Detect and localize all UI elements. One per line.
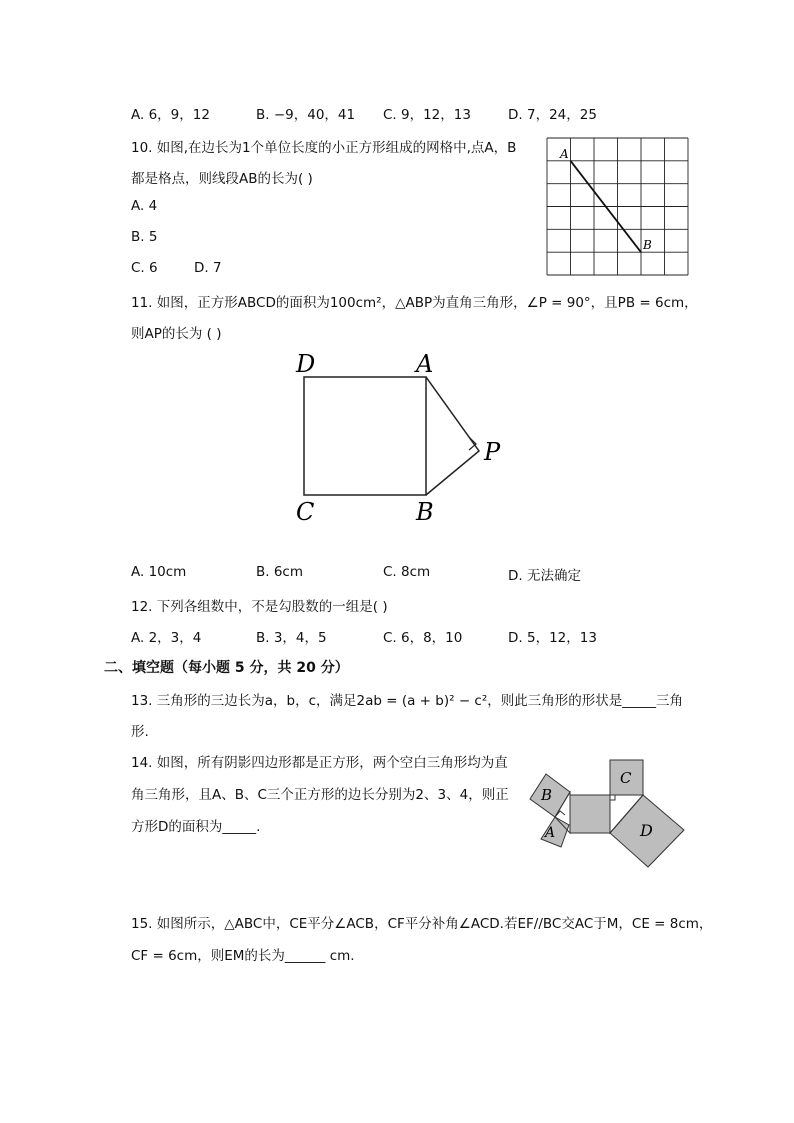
- square-abcd: [304, 377, 426, 495]
- q11-option-c: C. 8cm: [383, 564, 431, 580]
- point-b-label: B: [643, 238, 652, 252]
- right-angle-mark-right: [610, 795, 615, 800]
- vertex-c-label: C: [296, 498, 315, 526]
- vertex-b-label: B: [416, 498, 434, 526]
- point-a-label: A: [560, 147, 569, 161]
- vertex-a-label: A: [416, 350, 434, 378]
- q12-option-d: D. 5，12，13: [508, 630, 597, 646]
- q12-option-b: B. 3，4，5: [256, 630, 327, 646]
- q11-option-a: A. 10cm: [131, 564, 187, 580]
- q9-option-d: D. 7，24，25: [508, 107, 597, 123]
- square-d-label: D: [640, 821, 653, 840]
- vertex-p-label: P: [484, 438, 501, 466]
- q10-option-d: D. 7: [194, 260, 222, 276]
- square-b-label: B: [541, 786, 553, 804]
- q11-text-line1: 11. 如图，正方形ABCD的面积为100cm²，△ABP为直角三角形，∠P = 90°，且PB = 6cm，: [131, 295, 698, 311]
- q9-option-c: C. 9，12，13: [383, 107, 471, 123]
- q10-text-line2: 都是格点，则线段AB的长为( ): [131, 171, 313, 187]
- q10-grid-figure: [547, 138, 688, 275]
- q14-text-line3: 方形D的面积为_____.: [131, 819, 261, 835]
- square-c-label: C: [620, 769, 632, 787]
- q13-text-line1: 13. 三角形的三边长为a，b，c，满足2ab = (a + b)² − c²，则此三角形的形状是_____三角: [131, 693, 684, 709]
- middle-square: [570, 795, 610, 833]
- q10-option-c: C. 6: [131, 260, 158, 276]
- q11-square-figure: [290, 345, 520, 530]
- q11-option-d: D. 无法确定: [508, 568, 581, 584]
- triangle-abp: [426, 377, 479, 495]
- q13-text-line2: 形.: [131, 724, 149, 740]
- vertex-d-label: D: [296, 350, 316, 378]
- q9-option-b: B. −9，40，41: [256, 107, 356, 123]
- q10-text-line1: 10. 如图,在边长为1个单位长度的小正方形组成的网格中,点A，B: [131, 140, 517, 156]
- q14-squares-figure: [524, 757, 689, 869]
- q12-text: 12. 下列各组数中，不是勾股数的一组是( ): [131, 599, 388, 615]
- q10-option-b: B. 5: [131, 229, 158, 245]
- q14-text-line2: 角三角形，且A、B、C三个正方形的边长分别为2、3、4，则正: [131, 787, 509, 803]
- q12-option-a: A. 2，3，4: [131, 630, 202, 646]
- q15-text-line2: CF = 6cm，则EM的长为______ cm.: [131, 948, 355, 964]
- section-heading: 二、填空题（每小题 5 分，共 20 分）: [104, 660, 349, 676]
- q11-option-b: B. 6cm: [256, 564, 304, 580]
- q9-option-a: A. 6，9，12: [131, 107, 210, 123]
- q11-text-line2: 则AP的长为 ( ): [131, 326, 222, 342]
- square-a-label: A: [545, 825, 556, 841]
- q14-text-line1: 14. 如图，所有阴影四边形都是正方形，两个空白三角形均为直: [131, 755, 508, 771]
- q15-text-line1: 15. 如图所示，△ABC中，CE平分∠ACB，CF平分补角∠ACD.若EF//BC交AC于M，CE = 8cm，: [131, 916, 713, 932]
- q12-option-c: C. 6，8，10: [383, 630, 463, 646]
- q10-option-a: A. 4: [131, 198, 158, 214]
